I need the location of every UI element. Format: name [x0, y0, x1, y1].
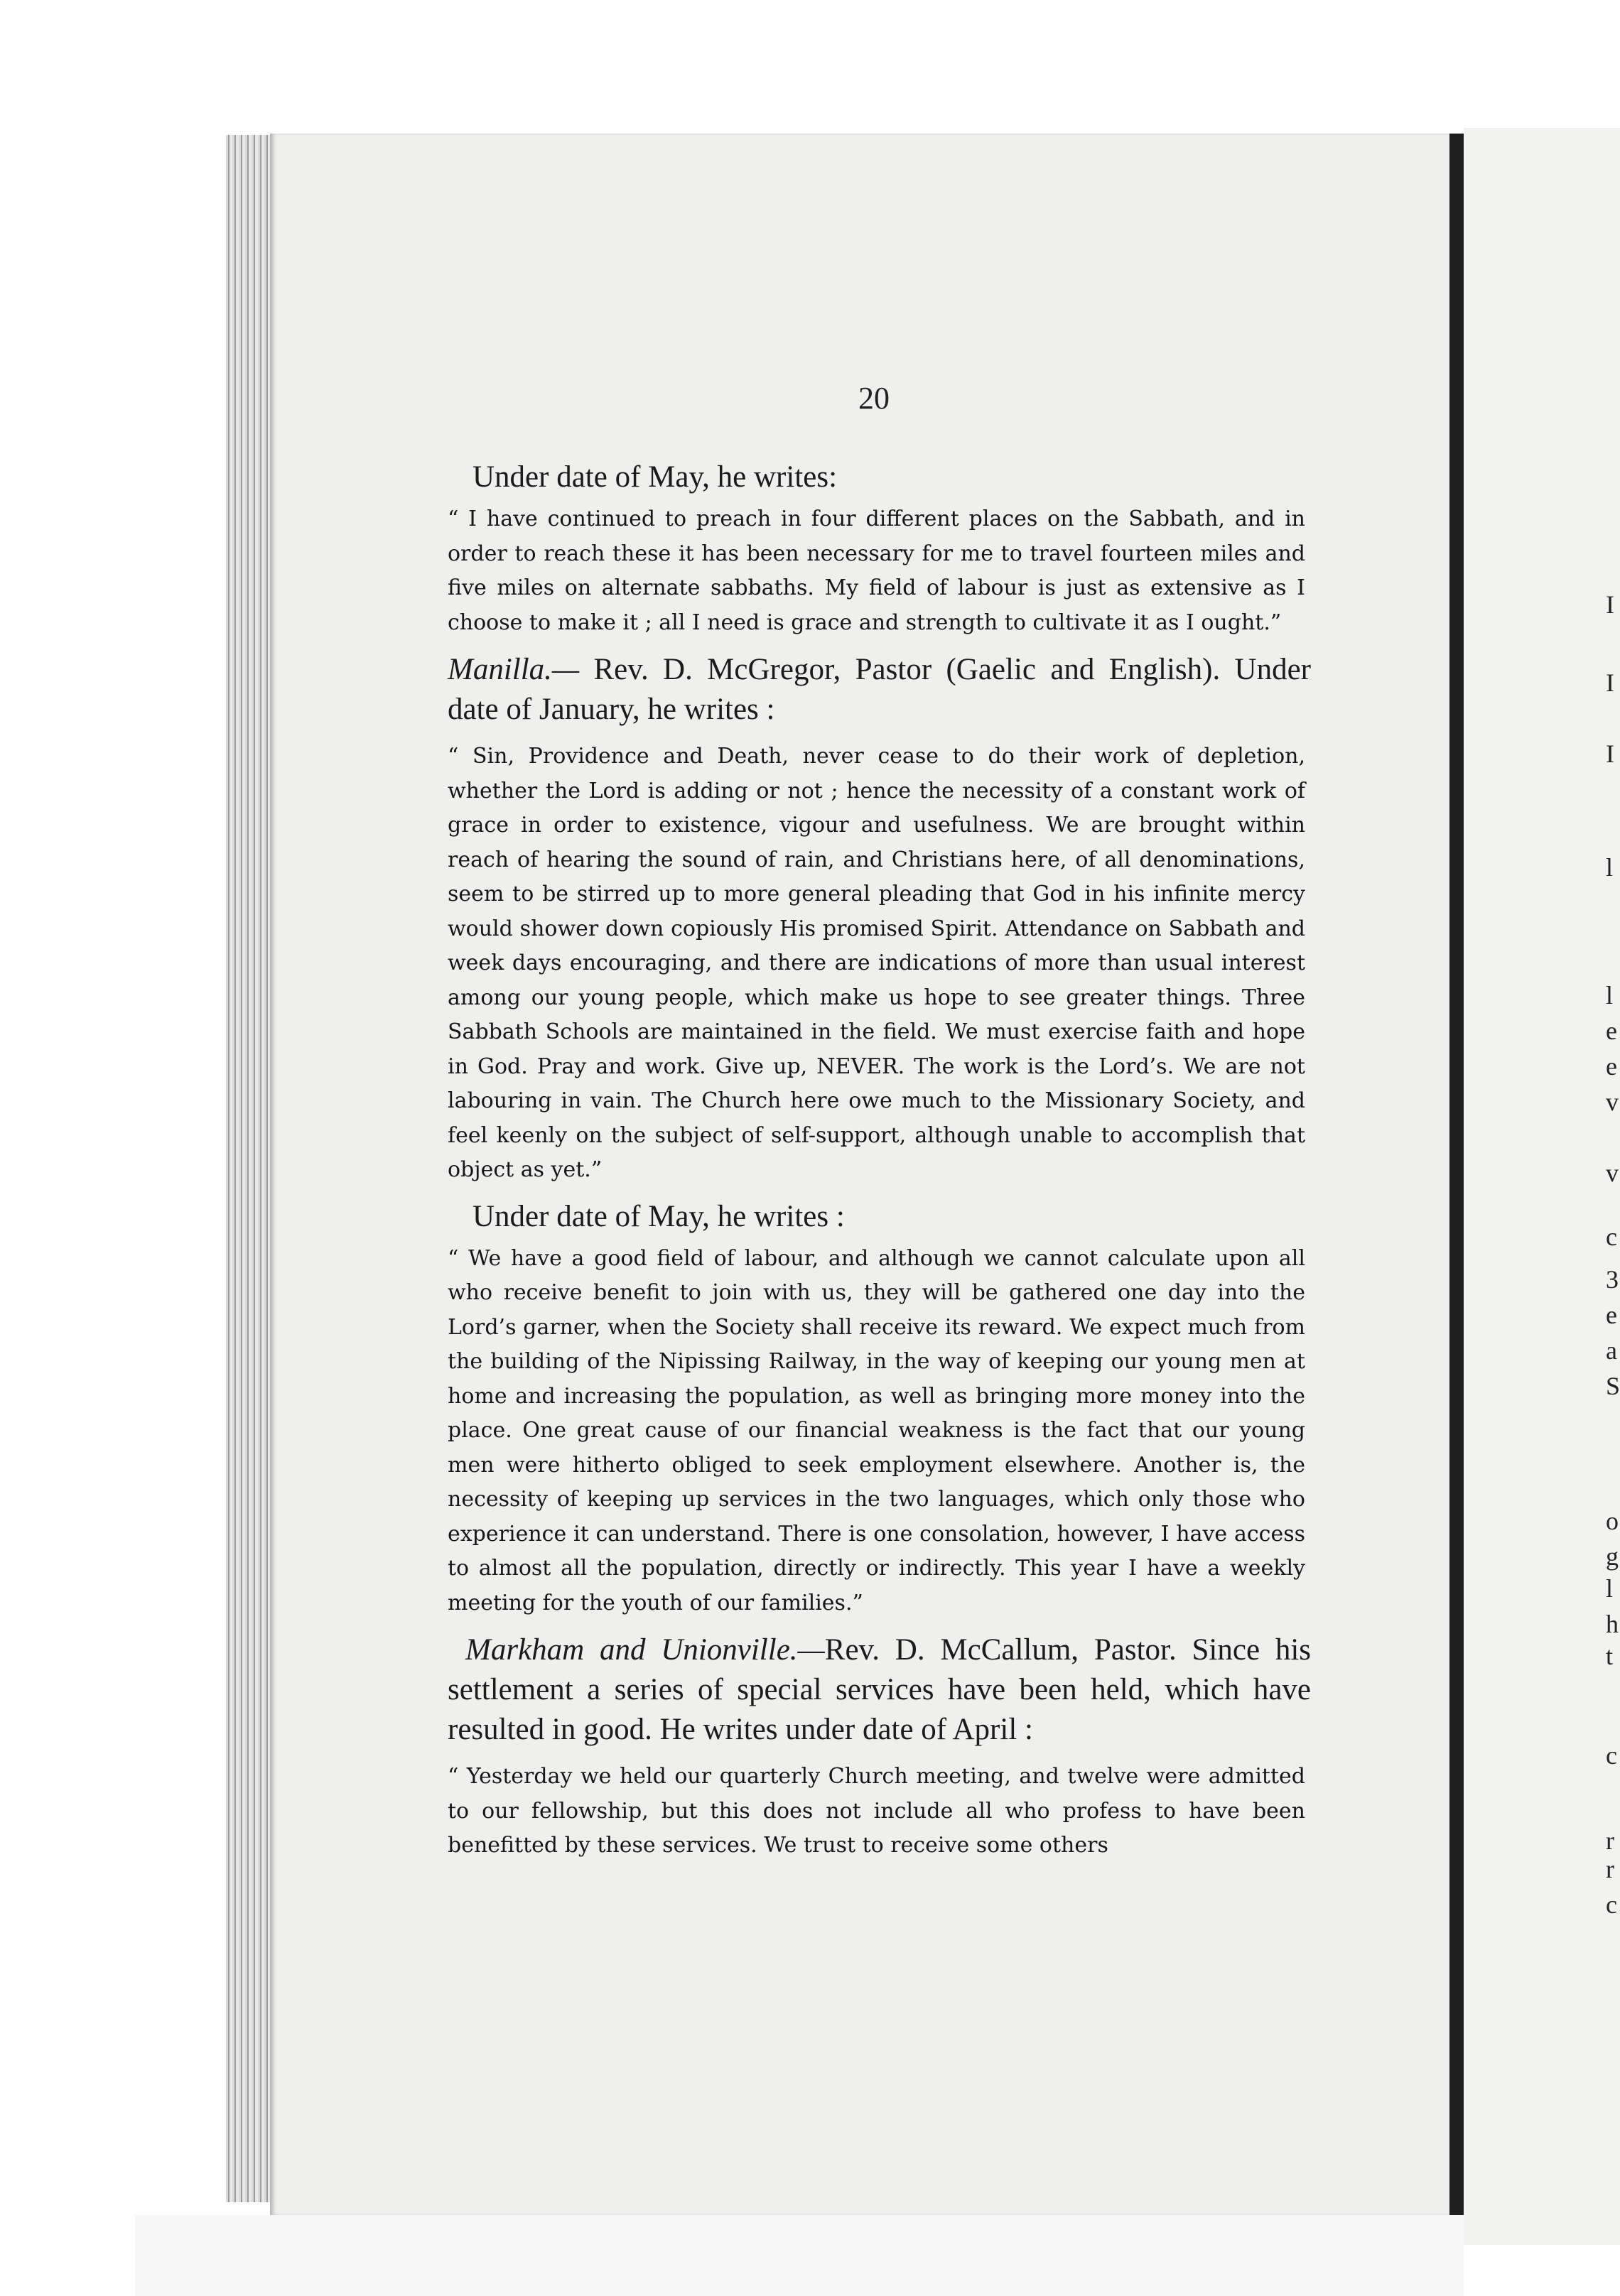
facing-page-letter: t [1606, 1642, 1614, 1670]
facing-page-letter: e [1606, 1017, 1617, 1045]
quoted-letter: “ I have continued to preach in four different places on the Sabbath, and in order to reach these it has been necessary for me to travel fourteen miles and five miles on alternate sabbaths. My field of labour is just as extensive as I choose to make it ; all I need is grace and strength to cultivate it as I ought.” [448, 507, 1305, 635]
facing-page-letter: r [1606, 1855, 1614, 1883]
station-name: Manilla.— [448, 653, 580, 686]
facing-page-letter: S [1606, 1372, 1620, 1400]
facing-page-letter: l [1606, 853, 1614, 882]
facing-page-letter: 3 [1606, 1265, 1619, 1294]
facing-page-letter: g [1606, 1542, 1619, 1571]
facing-page-letter: v [1606, 1159, 1619, 1187]
facing-page-letter: h [1606, 1610, 1619, 1638]
facing-page [1464, 128, 1620, 2245]
intro-line: Under date of May, he writes : [472, 1199, 845, 1233]
facing-page-letter: c [1606, 1890, 1617, 1919]
facing-page-letter: r [1606, 1826, 1614, 1855]
facing-page-letter: v [1606, 1088, 1619, 1116]
intro-line: Under date of May, he writes: [472, 460, 838, 494]
quoted-letter: “ We have a good field of labour, and although we cannot calculate upon all who receive benefit to join with us, they will be gathered one day into the Lord’s garner, when the Society shall receive its reward. We expect much from the building of the Nipissing Railway, in the way of keeping our young men at home and increasing the population, as well as bringing more money into the place. One great cause of our financial weakness is the fact that our young men were hitherto obliged to seek employment elsewhere. Another is, the necessity of keeping up services in the two languages, which only those who experience it can understand. There is one consolation, however, I have access to almost all the population, directly or indirectly. This year I have a weekly meeting for the youth of our families.” [448, 1245, 1305, 1615]
facing-page-letter: o [1606, 1507, 1619, 1535]
facing-page-letter: I [1606, 668, 1614, 697]
facing-page-letter: e [1606, 1052, 1617, 1081]
facing-page-letter: e [1606, 1301, 1617, 1329]
facing-page-letter: l [1606, 1574, 1614, 1603]
station-name: Markham and Unionville.— [465, 1633, 825, 1667]
station-entry [448, 650, 1311, 730]
station-entry-text: Rev. D. McGregor, Pastor (Gaelic and English). Under date of January, he writes : [448, 653, 1311, 726]
quoted-letter: “ Sin, Providence and Death, never cease to do their work of depletion, whether the Lord is adding or not ; hence the necessity of a constant work of grace in order to existence, vigour and usefulness. We are brought within reach of hearing the sound of rain, and Christians here, of all denominations, seem to be stirred up to more general pleading that God in his infinite mercy would shower down copiously His promised Spirit. Attendance on Sabbath and week days encouraging, and there are indications of more than usual interest among our young people, which make us hope to see greater things. Three Sabbath Schools are maintained in the field. We must exercise faith and hope in God. Pray and work. Give up, NEVER. The work is the Lord’s. We are not labouring in vain. The Church here owe much to the Missionary Society, and feel keenly on the subject of self-support, although unable to accomplish that object as yet.” [448, 744, 1305, 1182]
quoted-letter: “ Yesterday we held our quarterly Church meeting, and twelve were admitted to our fellowship, but this does not include all who profess to have been benefitted by these services. We trust to receive some others [448, 1764, 1305, 1858]
facing-page-letter: l [1606, 981, 1614, 1009]
page-edge-stack [226, 135, 270, 2202]
station-entry [448, 1630, 1311, 1750]
facing-page-letter: c [1606, 1223, 1617, 1251]
page-text [448, 384, 1311, 1873]
facing-page-letter: a [1606, 1336, 1617, 1365]
station-entry-text: Rev. D. McCallum, Pastor. Since his settlement a series of special services have been held, which have resulted in good. He writes under date of April : [448, 1633, 1311, 1746]
facing-page-letter: I [1606, 740, 1614, 768]
scan-margin-left [0, 0, 135, 2296]
book-gutter [1449, 134, 1464, 2236]
scan-margin-bottom [135, 2215, 1464, 2296]
facing-page-letter: c [1606, 1741, 1617, 1770]
page-number: 20 [858, 381, 890, 416]
facing-page-letter: I [1606, 590, 1614, 619]
